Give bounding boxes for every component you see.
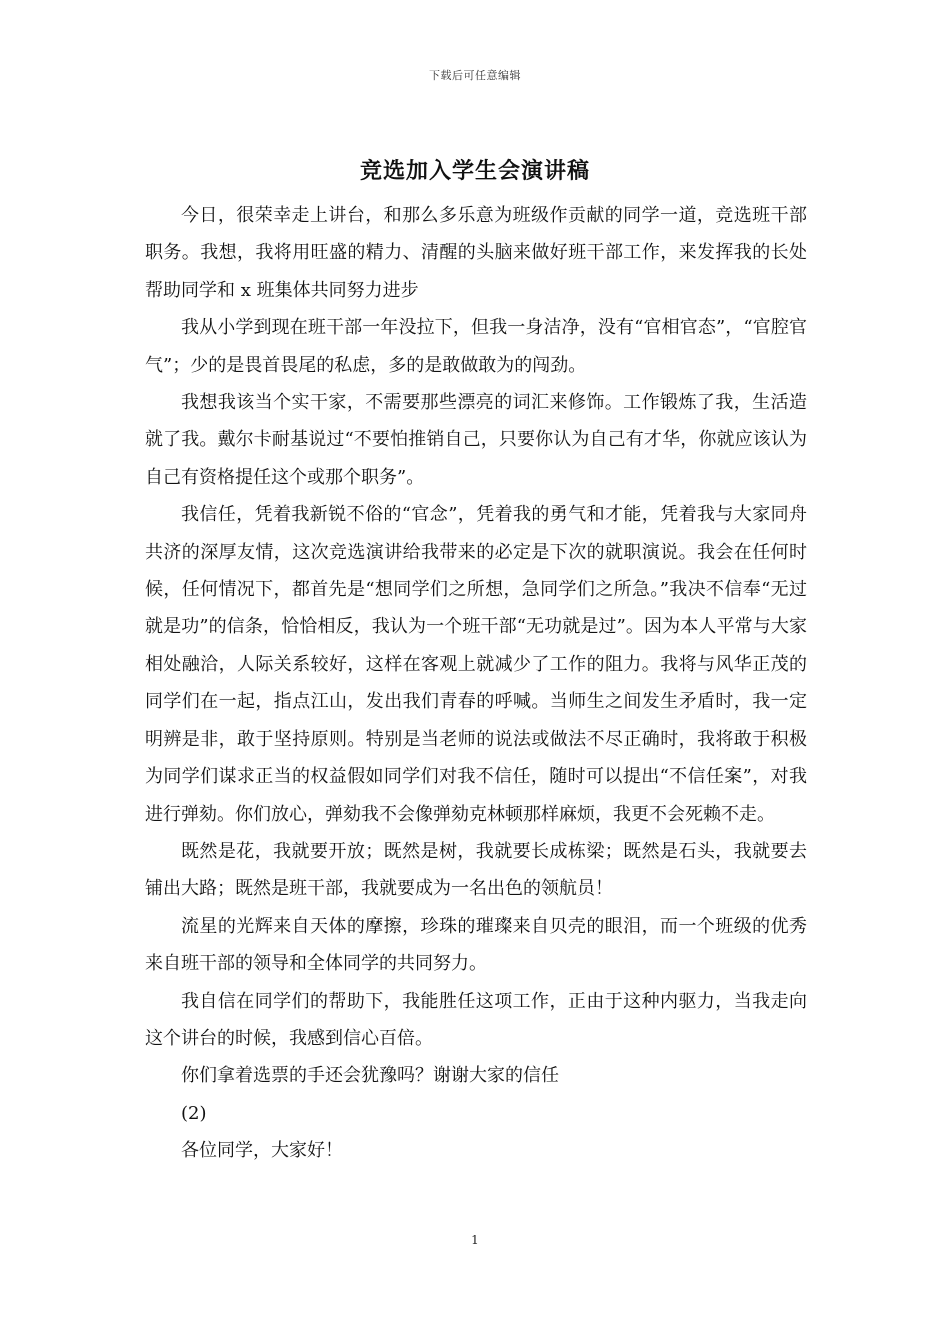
paragraph-2: 我从小学到现在班干部一年没拉下，但我一身洁净，没有“官相官态”，“官腔官气”；少的是畏首畏尾的私虑，多的是敢做敢为的闯劲。 xyxy=(145,317,807,376)
paragraph-8: 你们拿着选票的手还会犹豫吗？谢谢大家的信任 xyxy=(181,1065,559,1087)
paragraph-4: 我信任，凭着我新锐不俗的“官念”，凭着我的勇气和才能，凭着我与大家同舟共济的深厚友情，这次竞选演讲给我带来的必定是下次的就职演说。我会在任何时候，任何情况下，都首先是“想同学们之所想，急同学们之所急。”我决不信奉“无过就是功”的信条，恰恰相反，我认为一个班干部“无功就是过”。因为本人平常与大家相处融洽，人际关系较好，这样在客观上就减少了工作的阻力。我将与风华正茂的同学们在一起，指点江山，发出我们青春的呼喊。当师生之间发生矛盾时，我一定明辨是非，敢于坚持原则。特别是当老师的说法或做法不尽正确时，我将敢于积极为同学们谋求正当的权益假如同学们对我不信任，随时可以提出“不信任案”，对我进行弹劾。你们放心，弹劾我不会像弹劾克林顿那样麻烦，我更不会死赖不走。 xyxy=(145,504,807,825)
document-body xyxy=(145,197,807,1170)
document-title: 竞选加入学生会演讲稿 xyxy=(359,158,590,184)
paragraph-10: 各位同学，大家好！ xyxy=(181,1140,343,1162)
paragraph-6: 流星的光辉来自天体的摩擦，珍珠的璀璨来自贝壳的眼泪，而一个班级的优秀来自班干部的领导和全体同学的共同努力。 xyxy=(145,915,807,975)
page-number: 1 xyxy=(471,1233,479,1247)
paragraph-9: (2) xyxy=(181,1102,207,1124)
header-note: 下载后可任意编辑 xyxy=(429,69,521,82)
paragraph-5: 既然是花，我就要开放；既然是树，我就要长成栋梁；既然是石头，我就要去铺出大路；既然是班干部，我就要成为一名出色的领航员！ xyxy=(145,840,807,900)
paragraph-1: 今日，很荣幸走上讲台，和那么多乐意为班级作贡献的同学一道，竞选班干部职务。我想，我将用旺盛的精力、清醒的头脑来做好班干部工作，来发挥我的长处帮助同学和 x 班集体共同努力进步 xyxy=(145,205,807,301)
paragraph-3: 我想我该当个实干家，不需要那些漂亮的词汇来修饰。工作锻炼了我，生活造就了我。戴尔卡耐基说过“不要怕推销自己，只要你认为自己有才华，你就应该认为自己有资格提任这个或那个职务”。 xyxy=(145,392,807,488)
paragraph-7: 我自信在同学们的帮助下，我能胜任这项工作，正由于这种内驱力，当我走向这个讲台的时候，我感到信心百倍。 xyxy=(145,990,807,1049)
